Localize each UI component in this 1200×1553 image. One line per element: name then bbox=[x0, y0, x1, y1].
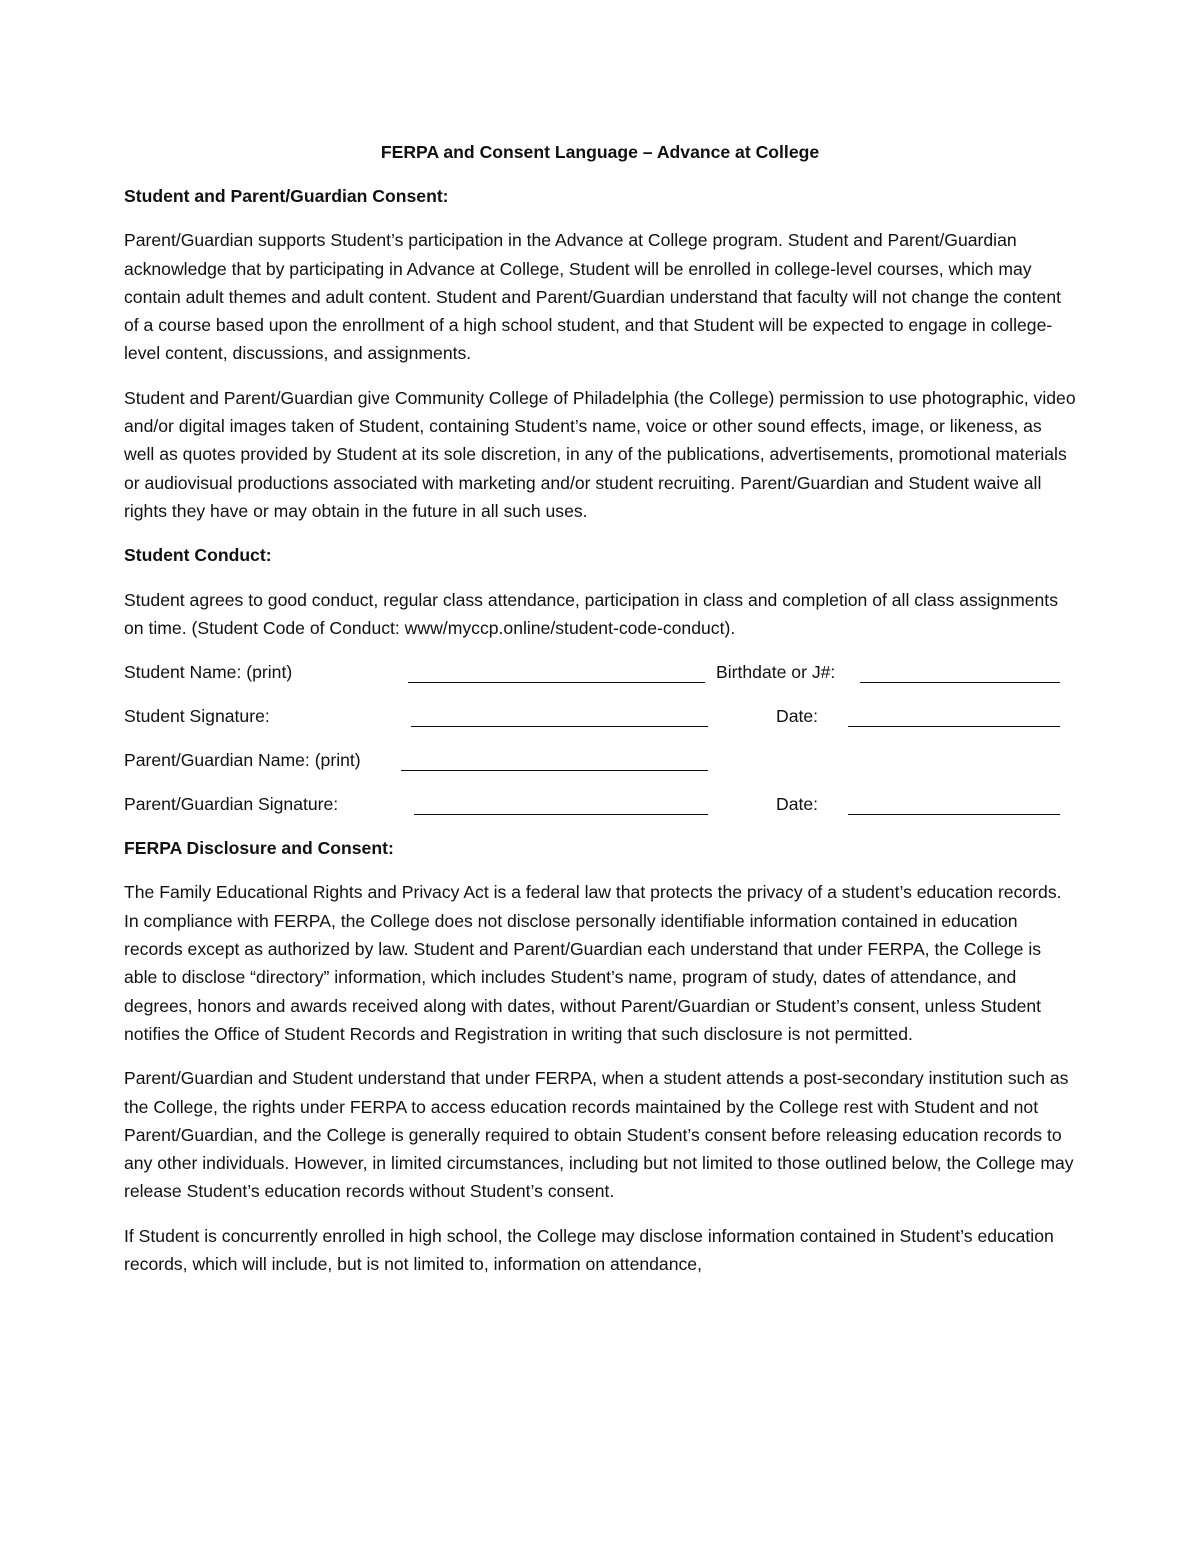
parent-name-line[interactable] bbox=[401, 770, 708, 771]
student-name-line[interactable] bbox=[408, 682, 705, 683]
parent-signature-row bbox=[124, 790, 1076, 818]
ferpa-paragraph-3: If Student is concurrently enrolled in high school, the College may disclose information contained in Student’s education records, which will include, but is not limited to, information on attendance, bbox=[124, 1225, 1054, 1275]
ferpa-paragraph-2: Parent/Guardian and Student understand that under FERPA, when a student attends a post-secondary institution such as the College, the rights under FERPA to access education records maintained by the College rest with Student and not Parent/Guardian, and the College is generally required to obtain Student’s consent before releasing education records to any other individuals. However, in limited circumstances, including but not limited to those outlined below, the College may release Student’s education records without Student’s consent. bbox=[124, 1068, 1074, 1202]
consent-heading: Student and Parent/Guardian Consent: bbox=[124, 186, 449, 206]
document-page bbox=[124, 138, 1076, 1294]
student-date-line[interactable] bbox=[848, 726, 1060, 727]
parent-name-label: Parent/Guardian Name: (print) bbox=[124, 750, 361, 771]
student-signature-row bbox=[124, 702, 1076, 730]
parent-name-row bbox=[124, 746, 1076, 774]
student-name-row bbox=[124, 658, 1076, 686]
consent-paragraph-2: Student and Parent/Guardian give Community College of Philadelphia (the College) permission to use photographic, video and/or digital images taken of Student, containing Student’s name, voice or other sound effects, image, or likeness, as well as quotes provided by Student at its sole discretion, in any of the publications, advertisements, promotional materials or audiovisual productions associated with marketing and/or student recruiting. Parent/Guardian and Student waive all rights they have or may obtain in the future in all such uses. bbox=[124, 387, 1076, 521]
parent-signature-line[interactable] bbox=[414, 814, 708, 815]
conduct-heading: Student Conduct: bbox=[124, 545, 272, 566]
document-title: FERPA and Consent Language – Advance at College bbox=[380, 142, 820, 162]
consent-paragraph-1: Parent/Guardian supports Student’s participation in the Advance at College program. Student and Parent/Guardian acknowledge that by participating in Advance at College, Student will be enrolled in college-level courses, which may contain adult themes and adult content. Student and Parent/Guardian understand that faculty will not change the content of a course based upon the enrollment of a high school student, and that Student will be expected to engage in college-level content, discussions, and assignments. bbox=[124, 230, 1062, 364]
ferpa-paragraph-1: The Family Educational Rights and Privacy Act is a federal law that protects the privacy of a student’s education records. In compliance with FERPA, the College does not disclose personally identifiable information contained in education records except as authorized by law. Student and Parent/Guardian each understand that under FERPA, the College is able to disclose “directory” information, which includes Student’s name, program of study, dates of attendance, and degrees, honors and awards received along with dates, without Parent/Guardian or Student’s consent, unless Student notifies the Office of Student Records and Registration in writing that such disclosure is not permitted. bbox=[124, 882, 1062, 1044]
parent-signature-label: Parent/Guardian Signature: bbox=[124, 794, 339, 815]
parent-date-line[interactable] bbox=[848, 814, 1060, 815]
student-signature-line[interactable] bbox=[411, 726, 708, 727]
student-signature-label: Student Signature: bbox=[124, 706, 270, 727]
conduct-paragraph: Student agrees to good conduct, regular class attendance, participation in class and completion of all class assignments on time. (Student Code of Conduct: www/myccp.online/student-code-conduct). bbox=[124, 589, 1058, 638]
ferpa-heading: FERPA Disclosure and Consent: bbox=[124, 838, 394, 859]
parent-date-label: Date: bbox=[776, 794, 819, 815]
student-date-label: Date: bbox=[776, 706, 819, 727]
birthdate-line[interactable] bbox=[860, 682, 1060, 683]
student-name-label: Student Name: (print) bbox=[124, 662, 293, 683]
birthdate-label: Birthdate or J#: bbox=[716, 662, 836, 683]
